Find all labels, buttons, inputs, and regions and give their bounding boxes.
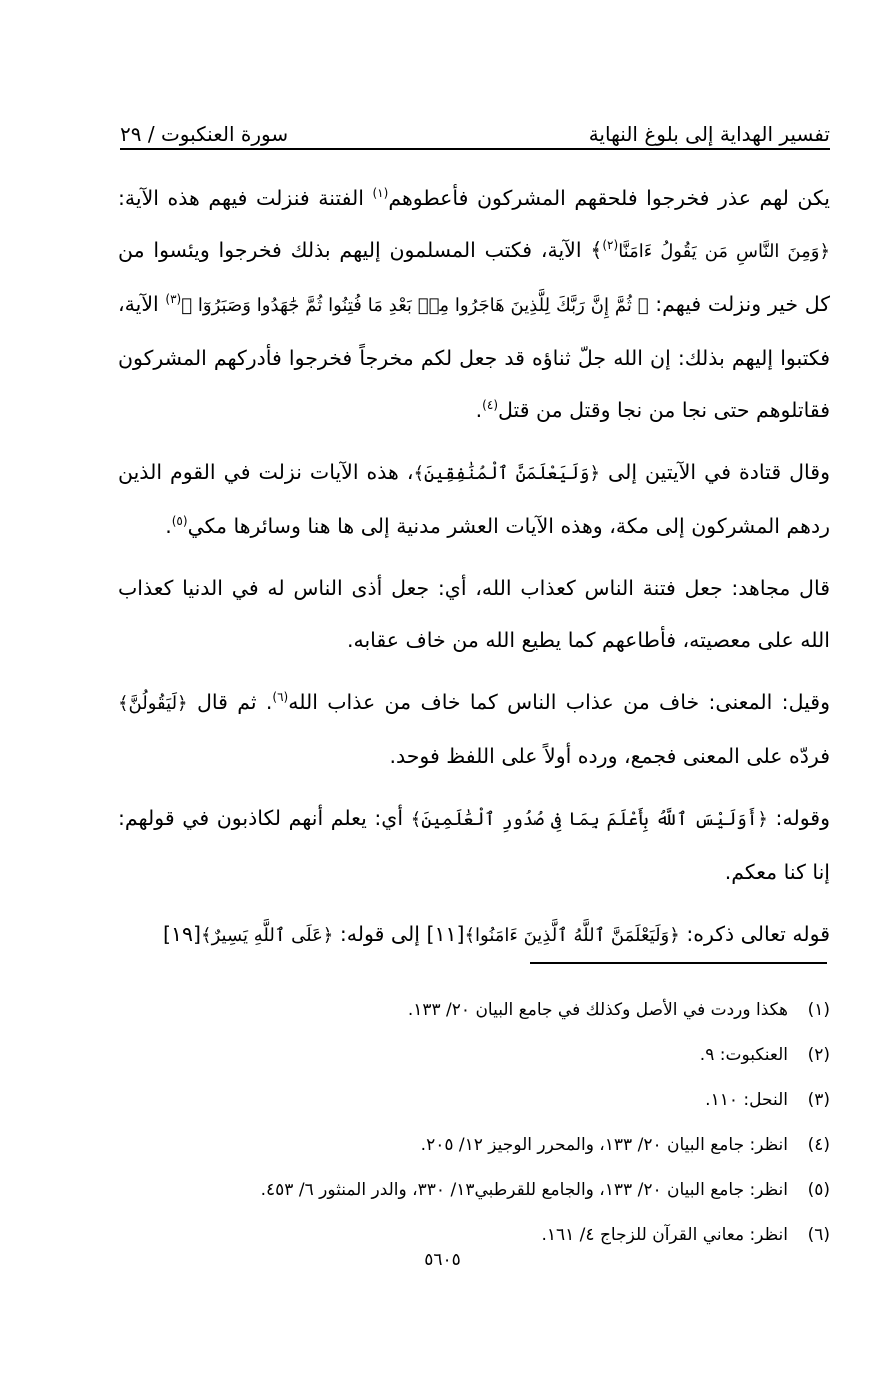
text-run: وقيل: المعنى: خاف من عذاب الناس كما خاف من عذاب الله xyxy=(288,690,830,714)
quran-verse: ﴿وَلَيَعْلَمَنَّ ٱلْمُنَٰفِقِينَ﴾ xyxy=(413,463,601,484)
text-run: الفتنة فنزلت فيهم هذه الآية: xyxy=(118,186,373,210)
footnote-separator xyxy=(530,962,827,964)
text-line xyxy=(182,576,830,600)
footnote-text: العنكبوت: ٩. xyxy=(699,1045,788,1065)
footnote xyxy=(118,1078,830,1123)
running-header xyxy=(120,110,830,146)
footnote-text: النحل: ١١٠. xyxy=(705,1090,788,1110)
footnote-text: انظر: معاني القرآن للزجاج ٤/ ١٦١. xyxy=(541,1225,788,1245)
footnote-number: (١) xyxy=(807,1000,830,1020)
footnote-marker: (٢) xyxy=(602,238,619,253)
text-line xyxy=(197,690,830,714)
text-run: كعذاب الله على معصيته، فأطاعهم كما يطيع الله من خاف عقابه. xyxy=(118,576,830,652)
footnote-text: انظر: جامع البيان ٢٠/ ١٣٣، والجامع للقرطبي١٣/ ٣٣٠، والدر المنثور ٦/ ٤٥٣. xyxy=(260,1180,788,1200)
footnote-number: (٦) xyxy=(807,1225,830,1245)
text-run: [١١] إلى قوله: xyxy=(333,922,465,946)
footnote xyxy=(118,1123,830,1168)
text-run: وقوله: xyxy=(767,806,830,830)
text-line xyxy=(163,922,830,946)
text-line xyxy=(118,806,830,830)
text-run: فردّه على المعنى فجمع، ورده أولاً على اللفظ فوحد. xyxy=(389,744,830,768)
footnote-text: هكذا وردت في الأصل وكذلك في جامع البيان ٢٠/ ١٣٣. xyxy=(407,1000,788,1020)
footnote-number: (٥) xyxy=(807,1180,830,1200)
text-line xyxy=(118,186,830,210)
text-run: . ثم قال xyxy=(196,690,273,714)
footnote xyxy=(118,1033,830,1078)
footnotes xyxy=(118,988,830,1258)
body-text xyxy=(118,172,830,962)
footnote-marker: (٣) xyxy=(165,292,182,307)
text-run: قال مجاهد: جعل فتنة الناس كعذاب الله، أي: جعل أذى الناس له في الدنيا xyxy=(182,576,830,600)
paragraph xyxy=(118,562,830,666)
surah-label: سورة العنكبوت / ٢٩ xyxy=(120,122,289,146)
quran-verse: ﴿عَلَى ٱللَّهِ يَسِيرٌ﴾ xyxy=(201,925,334,946)
text-run: إنا كنا معكم. xyxy=(724,860,830,884)
footnote-text: انظر: جامع البيان ٢٠/ ١٣٣، والمحرر الوجيز ١٢/ ٢٠٥. xyxy=(420,1135,788,1155)
text-line xyxy=(476,398,750,422)
footnote-number: (٢) xyxy=(807,1045,830,1065)
text-line xyxy=(165,514,830,538)
text-run: . xyxy=(165,514,172,538)
paragraph xyxy=(118,676,830,782)
text-run: خير ونزلت فيهم: xyxy=(648,292,799,316)
paragraph xyxy=(118,446,830,552)
quran-verse: ﴿وَمِنَ النَّاسِ مَن يَقُولُ ءَامَنَّا xyxy=(618,241,831,262)
footnote-marker: (٤) xyxy=(482,398,498,413)
footnote xyxy=(118,1168,830,1213)
text-run: وقال قتادة في الآيتين إلى xyxy=(600,460,830,484)
text-run: الآية، فكتبوا إليهم xyxy=(118,292,830,370)
paragraph xyxy=(118,792,830,898)
paragraph xyxy=(118,908,830,962)
paragraph xyxy=(118,172,830,436)
quran-verse: ﴿لَيَقُولُنَّ﴾ xyxy=(118,693,188,714)
text-run: قوله تعالى ذكره: xyxy=(679,922,830,946)
footnote-marker: (٦) xyxy=(272,690,289,705)
text-run: أي: يعلم أنهم لكاذبون في قولهم: xyxy=(118,806,411,830)
footnote-marker: (١) xyxy=(372,186,389,201)
header-rule xyxy=(120,148,830,150)
text-line xyxy=(118,460,830,484)
footnote xyxy=(118,988,830,1033)
book-title: تفسير الهداية إلى بلوغ النهاية xyxy=(588,122,830,146)
text-line xyxy=(725,860,830,884)
quran-verse: ﴿ ثُمَّ إِنَّ رَبَّكَ لِلَّذِينَ هَاجَرُوا مِنۢ بَعْدِ مَا فُتِنُوا ثُمَّ جَٰهَدُوا وَصَبَرُوٓا ﴾ xyxy=(181,295,649,316)
text-run: حتى نجا من نجا وقتل من قتل xyxy=(498,398,750,422)
footnote-number: (٤) xyxy=(807,1135,830,1155)
text-run: بذلك: إن الله جلّ ثناؤه قد جعل لكم مخرجاً فخرجوا فأدركهم المشركون فقاتلوهم xyxy=(118,346,830,422)
text-run: يكن لهم عذر فخرجوا فلحقهم المشركون فأعطوهم xyxy=(388,186,830,210)
footnote-marker: (٥) xyxy=(171,514,188,529)
text-run: ردهم المشركون إلى مكة، وهذه الآيات العشر مدنية إلى ها هنا وسائرها مكي xyxy=(187,514,830,538)
text-run: ، هذه الآيات نزلت في القوم الذين xyxy=(118,460,414,484)
quran-verse: ﴿وَلَيَعْلَمَنَّ ٱللَّهُ ٱلَّذِينَ ءَامَنُوا﴾ xyxy=(464,925,680,946)
page-number: ٥٦٠٥ xyxy=(424,1250,461,1270)
text-run: ﴾ الآية، فكتب المسلمون إليهم بذلك فخرجوا ويئسوا من كل xyxy=(118,238,830,316)
quran-verse: ﴿أَوَلَيْسَ ٱللَّهُ بِأَعْلَمَ بِمَا فِى صُدُورِ ٱلْعَٰلَمِينَ﴾ xyxy=(410,809,768,830)
text-run: [١٩] xyxy=(163,922,202,946)
text-run: . xyxy=(475,398,483,422)
footnote-number: (٣) xyxy=(807,1090,830,1110)
